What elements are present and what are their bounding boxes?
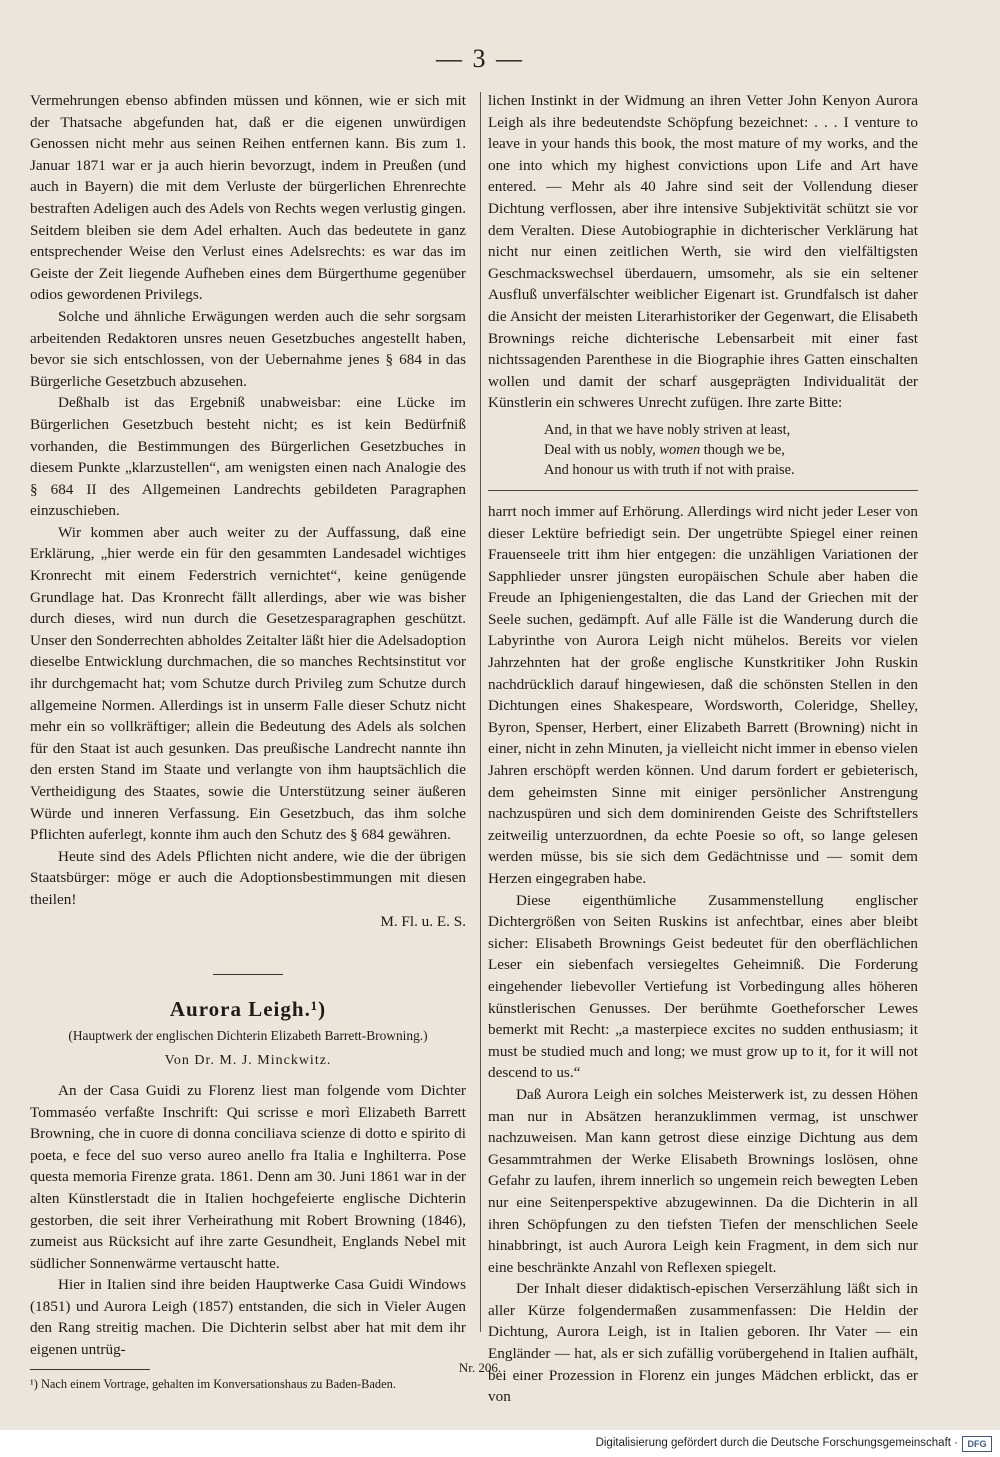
paragraph: Der Inhalt dieser didaktisch-epischen Verserzählung läßt sich in aller Kürze folgendermaßen zusammenfassen: Die Heldin der Dichtung, Aurora Leigh, ist in Italien geboren. Ihr Vater — ein Engländer — hat, als er sich zufällig vorübergehend in Italien aufhält, bei einer Prozession in Florenz ein junges Mädchen erblickt, das er von — [488, 1280, 918, 1406]
right-column — [488, 90, 918, 1408]
poem-text: Deal with us nobly, — [544, 441, 660, 458]
article-subtitle: (Hauptwerk der englischen Dichterin Elizabeth Barrett-Browning.) — [68, 1027, 428, 1043]
paragraph: harrt noch immer auf Erhörung. Allerdings wird nicht jeder Leser von dieser Lektüre befriedigt sein. Der ungetrübte Spiegel einer reinen Frauenseele tritt ihm hier entgegen: die unzähligen Variationen der Sapphlieder unsrer jüngsten europäischen Schule aber haben die Freude an Iphigeniengestalten, die das Land der Griechen mit der Seele suchen, gedämpft. Auf alle Fälle ist die Wanderung durch die Labyrinthe von Aurora Leigh nicht mühelos. Bereits vor vielen Jahrzehnten hat der große englische Kunstkritiker John Ruskin nachdrücklich darauf hingewiesen, daß die schönsten Stellen in den Dichtungen eines Shakespeare, Wordsworth, Coleridge, Shelley, Byron, Spenser, Herbert, einer Elizabeth Barrett (Browning) nicht in einer, nicht in zehn Minuten, ja vielleicht nicht immer in ebenso vielen Jahren erschöpft werden können. Und darum fordert er gebieterisch, dem geheimsten Sinne mit einiger persönlicher Anstrengung nachzuspüren und sich dem dominirenden Geiste des Schriftstellers zeitweilig unterzuordnen, da echte Poesie so oft, so lange gelesen werden müsse, bis sie sich dem Gedächtnisse und — somit dem Herzen eingegraben habe. — [488, 502, 918, 887]
poem-emphasis: women — [659, 441, 701, 458]
funding-credit: Digitalisierung gefördert durch die Deutsche Forschungsgemeinschaft · — [595, 1437, 958, 1449]
poem-text: though we be, — [700, 441, 785, 458]
paragraph: Vermehrungen ebenso abfinden müssen und können, wie er sich mit der Thatsache abgefunden hat, daß er die eigenen unwürdigen Genossen nicht mehr aus seinen Reihen entfernen kann. Bis zum 1. Januar 1871 war er ja auch hierin bevorzugt, indem in Preußen (und auch in Bayern) die mit dem Verluste der bürgerlichen Ehrenrechte bestraften Adeligen auch des Adels von Rechts wegen verlustig gingen. Seitdem bleiben sie dem Adel erhalten. Auch das bedeutete in ganz entsprechender Weise den Verlust eines Adelsrechts: es war das im Geiste der Zeit liegende Aufheben eines dem Bürgerthume gegenüber odios gewordenen Privilegs. — [30, 92, 466, 304]
paragraph: An der Casa Guidi zu Florenz liest man folgende vom Dichter Tommaséo verfaßte Inschrift: Qui scrisse e morì Elizabeth Barrett Browning, che in cuore di donna conciliava scienze di dotto e spirito di poeta, e fece del suo verso aureo anello fra Italia e Inghilterra. Pose questa memoria Firenze grata. 1861. Denn am 30. Juni 1861 war in der alten Künstlerstadt die in Italien hochgefeierte englische Dichterin gestorben, die seit ihrer Verheirathung mit Robert Browning (1846), zumeist aus Rücksicht auf ihre zarte Gesundheit, Englands Nebel mit südlicher Sonnenwärme vertauscht hatte. — [30, 1081, 466, 1272]
issue-number: Nr. 206. — [458, 1360, 502, 1375]
dfg-logo-icon: DFG — [962, 1436, 992, 1452]
quote-rule — [488, 490, 918, 491]
signature: M. Fl. u. E. S. — [380, 912, 466, 930]
paragraph: lichen Instinkt in der Widmung an ihren Vetter John Kenyon Aurora Leigh als ihre bedeutendste Schöpfung bezeichnet: . . . I venture to leave in your hands this book, the most mature of my works, and the one into which my highest convictions upon Life and Art have entered. — Mehr als 40 Jahre sind seit der Vollendung dieser Dichtung verflossen, aber ihre intensive Subjektivität schützt sie vor dem Veralten. Diese Autobiographie in dichterischer Verklärung hat nicht nur einen zeitlichen Werth, sie wird den vielfältigsten Geschmackswechsel überdauern, umsomehr, als sie ein seltener Ausfluß unverfälschter weiblicher Eigenart ist. Grundfalsch ist daher die Ansicht der meisten Literarhistoriker der Gegenwart, die Elisabeth Brownings reiche dichterische Lebensarbeit mit einer fast nichtssagenden Parenthese in die Biographie ihres Gatten einschalten wollen und damit der scharf ausgeprägten Individualität der Künstlerin ein schweres Unrecht zufügen. Ihre zarte Bitte: — [488, 92, 918, 412]
paragraph: Wir kommen aber auch weiter zu der Auffassung, daß eine Erklärung, „hier werde ein für den gesammten Landesadel wichtiges Kronrecht mit einem Federstrich vernichtet“, keine genügende Grundlage hat. Das Kronrecht fällt allerdings, aber wie was bisher durch dieses, wird nun durch die Gesetzesparagraphen geschützt. Unser den Sonderrechten abholdes Zeitalter läßt hier die Adelsadoption dieselbe Entwicklung durchmachen, die so manches Rechtsinstitut vor ihr durchgemacht hat; vom Schutze durch Privileg zum Schutze durch allgemeine Normen. Allerdings ist in unserm Falle dieser Schutz nicht mehr ein so vollkräftiger; allein die Bedeutung des Adels als solchen für den Staat ist auch gesunken. Das preußische Landrecht nannte ihn den ersten Stand im Staate und verlangte von ihm hauptsächlich die Vertheidigung des Staates, sowie die Unterstützung seiner äußeren Würde und inneren Verfassung. Ein Gesetzbuch, das ihm solche Pflichten auferlegt, konnte ihm auch den Schutz des § 684 gewähren. — [30, 523, 466, 844]
paragraph: Hier in Italien sind ihre beiden Hauptwerke Casa Guidi Windows (1851) und Aurora Leigh (1857) entstanden, die sich in Vieler Augen den Rang streitig machen. Die Dichterin selbst aber hat mit dem ihr eigenen untrüg- — [30, 1276, 466, 1359]
digitization-footer — [0, 1430, 1000, 1457]
paragraph: Solche und ähnliche Erwägungen werden auch die sehr sorgsam arbeitenden Redaktoren unsres neuen Gesetzbuches angestellt haben, bevor sie sich entschlossen, von der Uebernahme jenes § 684 in das Bürgerliche Gesetzbuch abzusehen. — [30, 307, 466, 390]
article-author: Von Dr. M. J. Minckwitz. — [164, 1053, 332, 1069]
page-number: — 3 — — [436, 44, 524, 73]
column-divider — [480, 92, 481, 1332]
paragraph: Daß Aurora Leigh ein solches Meisterwerk ist, zu dessen Höhen man nur in Absätzen heranzuklimmen vermag, ist unschwer nachzuweisen. Man kann getrost diese einzige Dichtung aus dem Gesammtrahmen der Werke Elisabeth Brownings loslösen, ohne Gefahr zu laufen, ihrem innerlich so ungemein reich bewegten Leben nur eine Seitenperspektive abzugewinnen. Da die Dichterin in all ihren Schöpfungen zu den tiefsten Tiefen der menschlichen Seele hinabbringt, ist auch Aurora Leigh kein Fragment, in dem sich nur eine beschränkte Anzahl von Reflexen spiegelt. — [488, 1085, 918, 1276]
paragraph: Diese eigenthümliche Zusammenstellung englischer Dichtergrößen von Seiten Ruskins ist anfechtbar, eines aber bleibt sicher: Elisabeth Brownings Geist bedeutet für den oberflächlichen Leser ein siebenfach versiegeltes Geheimniß. Die Forderung eingehender liebevoller Vertiefung ist Vorbedingung alles höheren künstlerischen Genusses. Der berühmte Goetheforscher Lewes bemerkt mit Recht: „a masterpiece excites no sudden enthusiasm; it must be studied much and long; we must grow up to it, for it will not descend to us.“ — [488, 891, 918, 1082]
poem-line: And honour us with truth if not with praise. — [544, 461, 795, 478]
poem-line: And, in that we have nobly striven at least, — [544, 421, 791, 438]
paragraph: Heute sind des Adels Pflichten nicht andere, wie die der übrigen Staatsbürger: möge er auch die Adoptionsbestimmungen mit diesen theilen! — [30, 847, 466, 908]
article-title: Aurora Leigh.¹) — [169, 997, 327, 1022]
poem-quote — [488, 420, 918, 480]
section-divider — [213, 974, 283, 975]
poem-line — [544, 440, 918, 460]
paragraph: Deßhalb ist das Ergebniß unabweisbar: eine Lücke im Bürgerlichen Gesetzbuch besteht nicht; es ist kein Bedürfniß vorhanden, die Bestimmungen des Bürgerlichen Gesetzbuches in diesem Punkte „klarzustellen“, am wenigsten einen nach Analogie des § 684 II des Allgemeinen Landrechts gebildeten Paragraphen einzuschieben. — [30, 394, 466, 520]
footnote: ¹) Nach einem Vortrage, gehalten im Konversationshaus zu Baden-Baden. — [30, 1376, 396, 1391]
left-column — [30, 90, 466, 1393]
